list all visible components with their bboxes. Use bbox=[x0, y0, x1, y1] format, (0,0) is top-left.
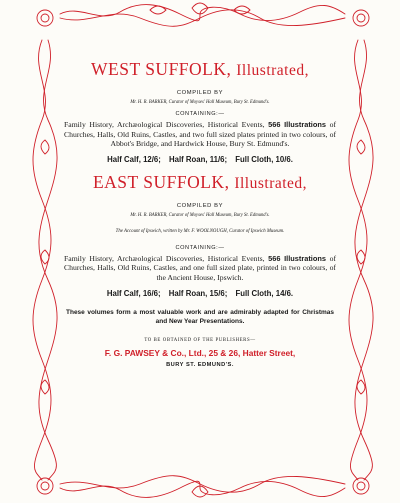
east-account-note: The Account of Ipswich, written by Mr. F. WOOLNOUGH, Curator of Ipswich Museum. bbox=[115, 228, 285, 234]
west-title-main: WEST SUFFOLK, bbox=[91, 59, 232, 79]
east-illustration-count: 566 bbox=[268, 253, 281, 263]
west-illustration-count: 566 bbox=[268, 120, 281, 129]
publisher-place: BURY ST. EDMUND'S. bbox=[166, 361, 234, 368]
east-compiled-by: COMPILED BY bbox=[176, 202, 224, 209]
west-compiled-by: COMPILED BY bbox=[176, 90, 224, 96]
presentation-note: These volumes form a most valuable work and are admirably adapted for Christmas and New Year Presentations. bbox=[66, 308, 334, 325]
west-title-sub: Illustrated, bbox=[236, 62, 309, 79]
east-price-full-cloth: Full Cloth, 14/6. bbox=[235, 288, 294, 298]
publisher-address: F. G. PAWSEY & Co., Ltd., 25 & 26, Hatter Street, bbox=[104, 347, 296, 358]
east-price-half-calf: Half Calf, 16/6; bbox=[106, 288, 161, 298]
west-containing-label: CONTAINING:— bbox=[175, 111, 225, 117]
obtained-from-label: TO BE OBTAINED OF THE PUBLISHERS— bbox=[144, 337, 256, 343]
west-desc-after: of Churches, Halls, Old Ruins, Castles, and two full sized plates printed in two colours, of Abbot's Bridge, and Hardwick House, Bury St. Edmund's. bbox=[64, 120, 336, 149]
east-title-main: EAST SUFFOLK, bbox=[92, 171, 230, 192]
east-price-half-roan: Half Roan, 15/6; bbox=[168, 288, 228, 298]
west-compiler: Mr. H. R. BARKER, Curator of Moyses' Hall Museum, Bury St. Edmund's. bbox=[130, 100, 270, 105]
west-price-full-cloth: Full Cloth, 10/6. bbox=[235, 154, 293, 164]
east-compiler: Mr. H. R. BARKER, Curator of Moyses' Hall Museum, Bury St. Edmund's. bbox=[130, 212, 270, 218]
west-prices bbox=[58, 155, 342, 164]
west-suffolk-title bbox=[58, 59, 342, 81]
east-desc-before: Family History, Archæological Discoveries, Historical Events, bbox=[64, 253, 265, 263]
west-price-half-roan: Half Roan, 11/6; bbox=[169, 154, 228, 164]
west-description bbox=[58, 120, 342, 149]
west-illustrations-word: Illustrations bbox=[284, 120, 326, 129]
east-illustrations-word: Illustrations bbox=[284, 253, 326, 263]
east-title-sub: Illustrated, bbox=[234, 174, 308, 192]
east-description bbox=[58, 254, 342, 283]
east-suffolk-title bbox=[58, 172, 342, 194]
west-price-half-calf: Half Calf, 12/6; bbox=[107, 154, 161, 164]
west-desc-before: Family History, Archæological Discoveries, Historical Events, bbox=[64, 120, 265, 129]
advertisement-content bbox=[58, 55, 342, 368]
east-desc-after: of Churches, Halls, Old Ruins, Castles, and one full sized plate, printed in two colours, of the Ancient House, Ipswich. bbox=[64, 253, 336, 282]
east-containing-label: CONTAINING:— bbox=[175, 244, 225, 251]
east-prices bbox=[58, 289, 342, 298]
